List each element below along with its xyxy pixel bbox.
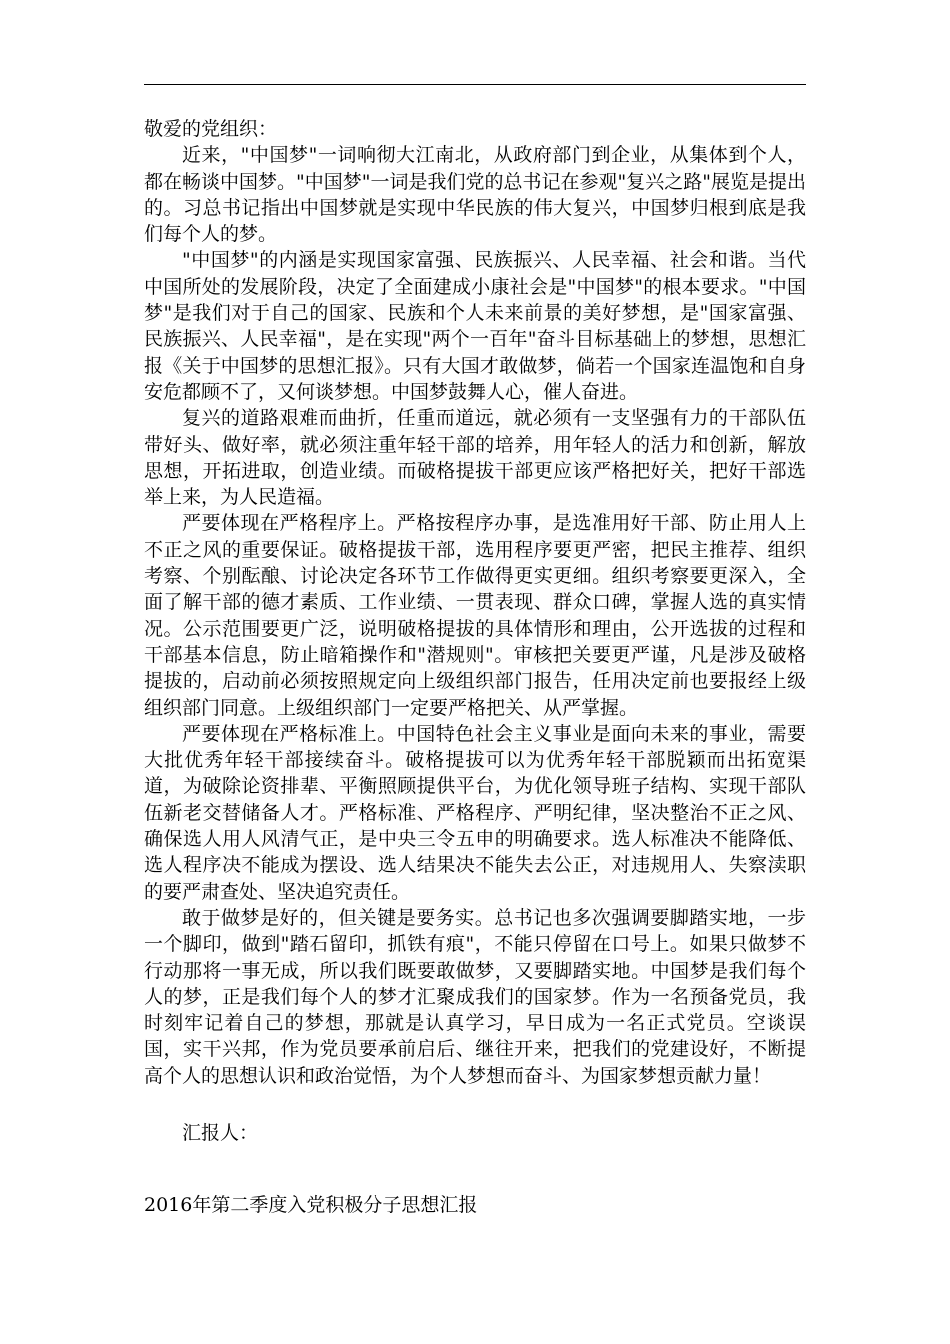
report-body [144, 116, 806, 1089]
paragraph-1: 近来，"中国梦"一词响彻大江南北，从政府部门到企业，从集体到个人，都在畅谈中国梦。"中国梦"一词是我们党的总书记在参观"复兴之路"展览是提出的。习总书记指出中国梦就是实现中华民族的伟大复兴，中国梦归根到底是我们每个人的梦。 [144, 144, 806, 246]
signature-line: 汇报人： [182, 1122, 259, 1144]
paragraph-4: 严要体现在严格程序上。严格按程序办事，是选准用好干部、防止用人上不正之风的重要保证。破格提拔干部，选用程序要更严密，把民主推荐、组织考察、个别酝酿、讨论决定各环节工作做得更实更细。组织考察要更深入，全面了解干部的德才素质、工作业绩、一贯表现、群众口碑，掌握人选的真实情况。公示范围要更广泛，说明破格提拔的具体情形和理由，公开选拔的过程和干部基本信息，防止暗箱操作和"潜规则"。审核把关要更严谨，凡是涉及破格提拔的，启动前必须按照规定向上级组织部门报告，任用决定前也要报经上级组织部门同意。上级组织部门一定要严格把关、从严掌握。 [144, 512, 806, 719]
paragraph-2: "中国梦"的内涵是实现国家富强、民族振兴、人民幸福、社会和谐。当代中国所处的发展阶段，决定了全面建成小康社会是"中国梦"的根本要求。"中国梦"是我们对于自己的国家、民族和个人未来前景的美好梦想，是"国家富强、民族振兴、人民幸福"，是在实现"两个一百年"奋斗目标基础上的梦想，思想汇报《关于中国梦的思想汇报》。只有大国才敢做梦，倘若一个国家连温饱和自身安危都顾不了，又何谈梦想。中国梦鼓舞人心，催人奋进。 [144, 249, 806, 403]
paragraph-3: 复兴的道路艰难而曲折，任重而道远，就必须有一支坚强有力的干部队伍带好头、做好率，就必须注重年轻干部的培养，用年轻人的活力和创新，解放思想，开拓进取，创造业绩。而破格提拔干部更应该严格把好关，把好干部选举上来，为人民造福。 [144, 407, 806, 509]
footer-title: 2016年第二季度入党积极分子思想汇报 [144, 1194, 478, 1216]
paragraph-6: 敢于做梦是好的，但关键是要务实。总书记也多次强调要脚踏实地，一步一个脚印，做到"踏石留印，抓铁有痕"，不能只停留在口号上。如果只做梦不行动那将一事无成，所以我们既要敢做梦，又要脚踏实地。中国梦是我们每个人的梦，正是我们每个人的梦才汇聚成我们的国家梦。作为一名预备党员，我时刻牢记着自己的梦想，那就是认真学习，早日成为一名正式党员。空谈误国，实干兴邦，作为党员要承前启后、继往开来，把我们的党建设好，不断提高个人的思想认识和政治觉悟，为个人梦想而奋斗、为国家梦想贡献力量！ [144, 906, 806, 1087]
header-rule [144, 84, 806, 85]
paragraph-5: 严要体现在严格标准上。中国特色社会主义事业是面向未来的事业，需要大批优秀年轻干部接续奋斗。破格提拔可以为优秀年轻干部脱颖而出拓宽渠道，为破除论资排辈、平衡照顾提供平台，为优化领导班子结构、实现干部队伍新老交替储备人才。严格标准、严格程序、严明纪律，坚决整治不正之风、确保选人用人风清气正，是中央三令五申的明确要求。选人标准决不能降低、选人程序决不能成为摆设、选人结果决不能失去公正，对违规用人、失察渎职的要严肃查处、坚决追究责任。 [144, 722, 806, 903]
salutation: 敬爱的党组织： [144, 118, 278, 140]
